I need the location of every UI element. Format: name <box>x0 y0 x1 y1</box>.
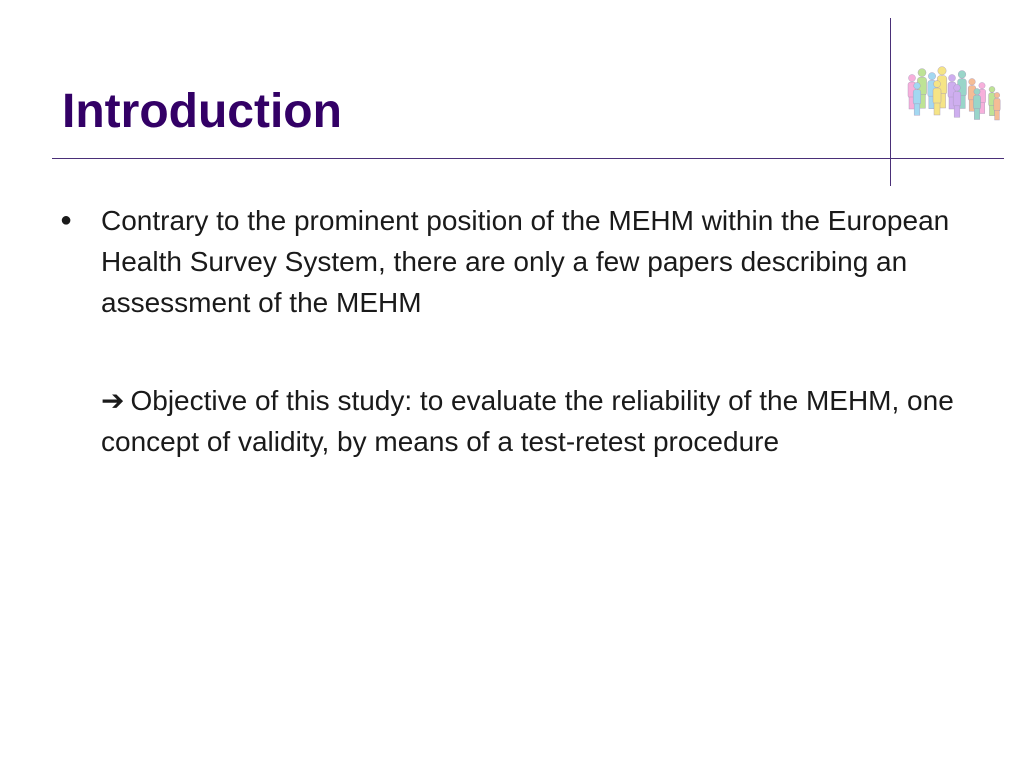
people-crowd-icon <box>904 60 1004 128</box>
list-item <box>60 200 960 323</box>
arrow-right-icon: ➔ <box>101 385 125 416</box>
objective-paragraph <box>101 380 971 462</box>
vertical-divider-rule <box>890 18 891 186</box>
objective-text: Objective of this study: to evaluate the reliability of the MEHM, one concept of validity, by means of a test-retest procedure <box>101 385 954 457</box>
title-underline-rule <box>52 158 1004 159</box>
bullet-marker: ● <box>60 209 73 231</box>
slide-title: Introduction <box>62 85 342 138</box>
bullet-list <box>60 200 960 323</box>
bullet-text: Contrary to the prominent position of the MEHM within the European Health Survey System, there are only a few papers describing an assessment of the MEHM <box>101 205 950 318</box>
